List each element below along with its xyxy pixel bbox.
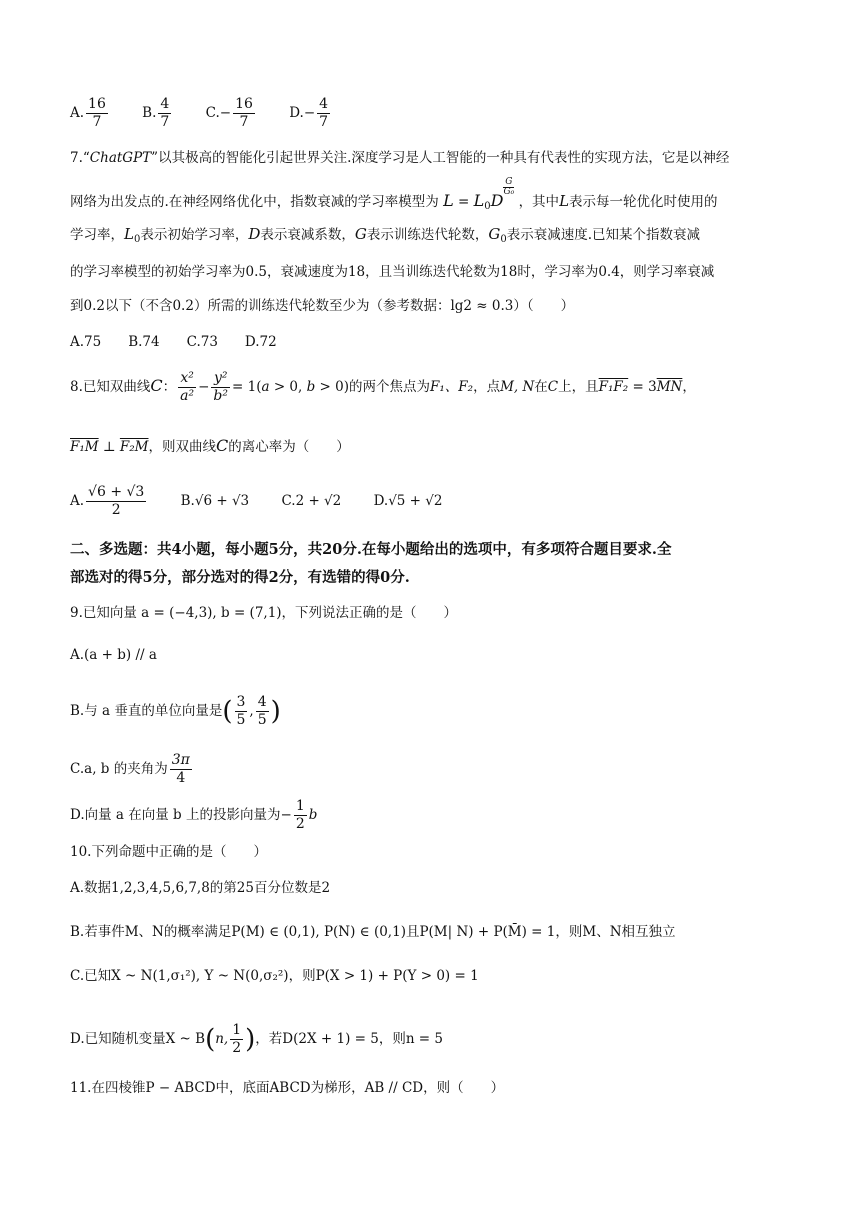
q7-exp-den: G₀ (503, 187, 515, 197)
q10-d-suffix: ，若D(2X + 1) = 5，则n = 5 (255, 1031, 443, 1047)
q9-c-den: 4 (176, 770, 186, 786)
q9-stem: 9.已知向量 a = (−4,3), b = (7,1)，下列说法正确的是（ ） (70, 605, 458, 621)
q9-d-den: 2 (295, 816, 305, 832)
q7-l3-b: 表示初始学习率， (140, 227, 249, 243)
q7-formula-sub0: 0 (484, 201, 491, 212)
q8-line-2 (70, 436, 350, 457)
q8-text1: 的两个焦点为 (349, 379, 431, 395)
q8-comma: ， (682, 379, 696, 395)
q7-l1-a: 7.“ (70, 150, 90, 166)
q8-mn: M, N (500, 379, 535, 395)
q7-formula-exponent (503, 178, 514, 197)
q9-b-prefix: B.与 a 垂直的单位向量是 (70, 703, 223, 719)
q10-option-d: D.已知随机变量X ~ B(n, $\frac{1}{2}$ )，若D(2X + 1) = 5，则n = 5 (70, 1022, 443, 1056)
q7-l3-d2: 表示训练迭代轮数， (366, 227, 489, 243)
q8-vec-mn: $\overline{MN}$ (656, 379, 683, 395)
q8-eq3: = 3 (628, 379, 657, 395)
q7-l2-l: L (559, 192, 570, 210)
q8-b2: b² (213, 388, 228, 404)
q8-y2: y² (211, 370, 230, 388)
q9-b-num2: 4 (257, 694, 267, 710)
q9-option-a: A.(a + b) // a (70, 647, 157, 663)
q6-b-den: 7 (160, 114, 170, 130)
q9-option-b: B.与 a 垂直的单位向量是( $\frac{3}{5}$ , $\frac{4}{5}$ ) (70, 694, 281, 728)
q6-b-num: 4 (160, 96, 170, 112)
q10-option-c: C.已知X ~ N(1,σ₁²), Y ~ N(0,σ₂²)，则P(X > 1) + P(Y > 0) = 1 (70, 968, 479, 984)
q8-opt-c: C.2 + √2 (281, 493, 342, 509)
q7-line-4: 的学习率模型的初始学习率为0.5，衰减速度为18，且当训练迭代轮数为18时，学习率为0.4，则学习率衰减 (70, 264, 715, 280)
q8-perp: ⊥ (98, 439, 120, 455)
q8-f1f2: F₁、F₂ (430, 379, 474, 395)
q7-l3-e: 表示衰减速度.已知某个指数衰减 (506, 227, 701, 243)
section2-heading-line1: 二、多选题：共4小题，每小题5分，共20分.在每小题给出的选项中，有多项符合题目要求.全 (70, 541, 672, 558)
q6-c-num: 16 (235, 96, 253, 112)
q10-d-n: n, (215, 1031, 229, 1047)
q7-l5-b: ）（ ） (513, 298, 575, 314)
q7-exp-num: G (505, 177, 513, 187)
q6-d-num: 4 (319, 96, 329, 112)
q9-b-den2: 5 (257, 712, 267, 728)
q6-d-den: 7 (319, 114, 329, 130)
q7-l3-l0sub: 0 (133, 234, 141, 245)
q7-l2-a: 网络为出发点的.在神经网络优化中，指数衰减的学习率模型为 (70, 194, 439, 210)
q9-d-prefix: D.向量 a 在向量 b 上的投影向量为− (70, 807, 292, 823)
section2-heading-line2: 部选对的得5分，部分选对的得2分，有选错的得0分. (70, 569, 410, 586)
q6-option-d-label: D.− (289, 105, 316, 121)
q8-prefix: 8.已知双曲线 (70, 379, 151, 395)
q8-c2: C (547, 379, 559, 395)
q8-eq1: = 1( (232, 379, 262, 395)
q10-stem: 10.下列命题中正确的是（ ） (70, 844, 267, 860)
q7-l3-c: 表示衰减系数， (260, 227, 355, 243)
q9-b-den1: 5 (236, 712, 246, 728)
q8-text4: 上，且 (558, 379, 599, 395)
q9-b-num1: 3 (236, 694, 246, 710)
q7-formula-d: D (490, 191, 504, 210)
q7-lg-ref: lg2 ≈ 0.3 (450, 298, 514, 314)
q8-colon: ： (162, 379, 177, 395)
q8-x2: x² (178, 370, 196, 388)
q8-l2-c: C (216, 436, 229, 455)
q8-l2-end: 的离心率为（ ） (228, 439, 350, 455)
q7-l2-b: ，其中 (518, 194, 560, 210)
q8-minus: − (198, 379, 210, 395)
q8-cond-b: b (306, 379, 316, 395)
q9-d-suffix: b (308, 807, 318, 823)
q8-opt-a-den: 2 (111, 502, 121, 518)
q9-c-prefix: C.a, b 的夹角为 (70, 761, 168, 777)
q7-l1-b: ”以其极高的智能化引起世界关注.深度学习是人工智能的一种具有代表性的实现方法，它是以神经 (151, 150, 730, 166)
q8-cond-a: a (261, 379, 270, 395)
q9-d-num: 1 (295, 798, 305, 814)
q8-opt-d: D.√5 + √2 (373, 493, 443, 509)
q7-l3-l0: L (124, 225, 134, 243)
q7-l2-c: 表示每一轮优化时使用的 (569, 194, 718, 210)
q6-option-c-label: C.− (205, 105, 232, 121)
q7-l3-g: G (354, 225, 367, 243)
q10-option-a: A.数据1,2,3,4,5,6,7,8的第25百分位数是2 (70, 880, 331, 896)
q7-l3-g0sub: 0 (500, 234, 507, 245)
q7-formula-l: L (443, 191, 454, 210)
q8-cond-mid: > 0, (269, 379, 307, 395)
q8-options (70, 484, 470, 519)
q8-c: C (150, 376, 163, 395)
q8-opt-b: B.√6 + √3 (180, 493, 250, 509)
q6-option-a-label: A. (70, 105, 85, 121)
q8-a2: a² (180, 388, 195, 404)
q7-line-3 (70, 224, 700, 250)
q8-vec-f1f2: F₁F₂ (598, 379, 629, 395)
q7-chatgpt: ChatGPT (89, 150, 152, 166)
q7-formula-eq: = (453, 194, 474, 210)
q8-vec-f1m: F₁M (70, 439, 99, 455)
q7-line-2 (70, 178, 718, 217)
q6-a-num: 16 (88, 96, 106, 112)
q10-option-b: B.若事件M、N的概率满足P(M) ∈ (0,1), P(N) ∈ (0,1)且P(M| N) + P(M̄) = 1，则M、N相互独立 (70, 924, 676, 940)
q9-option-d (70, 798, 317, 833)
q7-l3-a: 学习率， (70, 227, 124, 243)
q6-options (70, 96, 360, 131)
q7-l3-d: D (248, 225, 261, 243)
q10-d-num: 1 (232, 1022, 242, 1038)
q10-d-prefix: D.已知随机变量X ~ B (70, 1031, 206, 1047)
q8-vec-f2m: F₂M (119, 439, 149, 455)
q9-c-num: 3π (171, 752, 190, 768)
q7-l5-a: 到0.2以下（不含0.2）所需的训练迭代轮数至少为（参考数据： (70, 298, 451, 314)
q6-a-den: 7 (92, 114, 102, 130)
q8-cond-end: > 0) (315, 379, 350, 395)
q6-c-den: 7 (239, 114, 249, 130)
q9-option-c (70, 752, 194, 787)
q11-stem: 11.在四棱锥P − ABCD中，底面ABCD为梯形，AB // CD，则（ ） (70, 1080, 505, 1096)
q7-line-5 (70, 296, 574, 316)
q8-line-1 (70, 370, 696, 405)
q7-formula-l0: L (473, 191, 485, 210)
q8-text2: ，点 (473, 379, 501, 395)
q7-options: A.75 B.74 C.73 D.72 (70, 334, 277, 350)
q10-d-den: 2 (232, 1040, 242, 1056)
q8-opt-a-label: A. (70, 493, 85, 509)
q8-l2-text: ，则双曲线 (148, 439, 216, 455)
q8-opt-a-num: √6 + √3 (88, 484, 145, 500)
q7-l3-g0: G (488, 225, 501, 243)
q8-text3: 在 (534, 379, 548, 395)
q7-line-1 (70, 148, 729, 168)
q6-option-b-label: B. (142, 105, 157, 121)
